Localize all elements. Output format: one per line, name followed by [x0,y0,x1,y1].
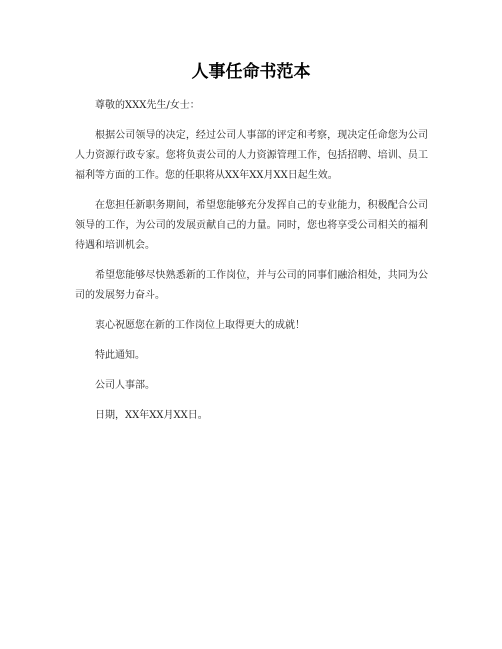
date-line: 日期，XX年XX月XX日。 [95,410,208,421]
body-paragraph-3: 希望您能够尽快熟悉新的工作岗位，并与公司的同事们融洽相处，共同为公司的发展努力奋斗。 [75,270,428,301]
body-paragraph-2: 在您担任新职务期间，希望您能够充分发挥自己的专业能力，积极配合公司领导的工作，为公司的发展贡献自己的力量。同时，您也将享受公司相关的福利待遇和培训机会。 [75,200,428,251]
document-title: 人事任命书范本 [191,62,311,82]
signature-line: 公司人事部。 [95,380,155,391]
greeting-line: 尊敬的XXX先生/女士： [95,100,200,111]
body-paragraph-1: 根据公司领导的决定，经过公司人事部的评定和考察，现决定任命您为公司人力资源行政专家。您将负责公司的人力资源管理工作，包括招聘、培训、员工福利等方面的工作。您的任职将从XX年XX月XX日起生效。 [75,130,428,181]
closing-wish: 衷心祝愿您在新的工作岗位上取得更大的成就！ [95,320,305,331]
notice-line: 特此通知。 [95,350,145,361]
document-body [75,96,428,436]
